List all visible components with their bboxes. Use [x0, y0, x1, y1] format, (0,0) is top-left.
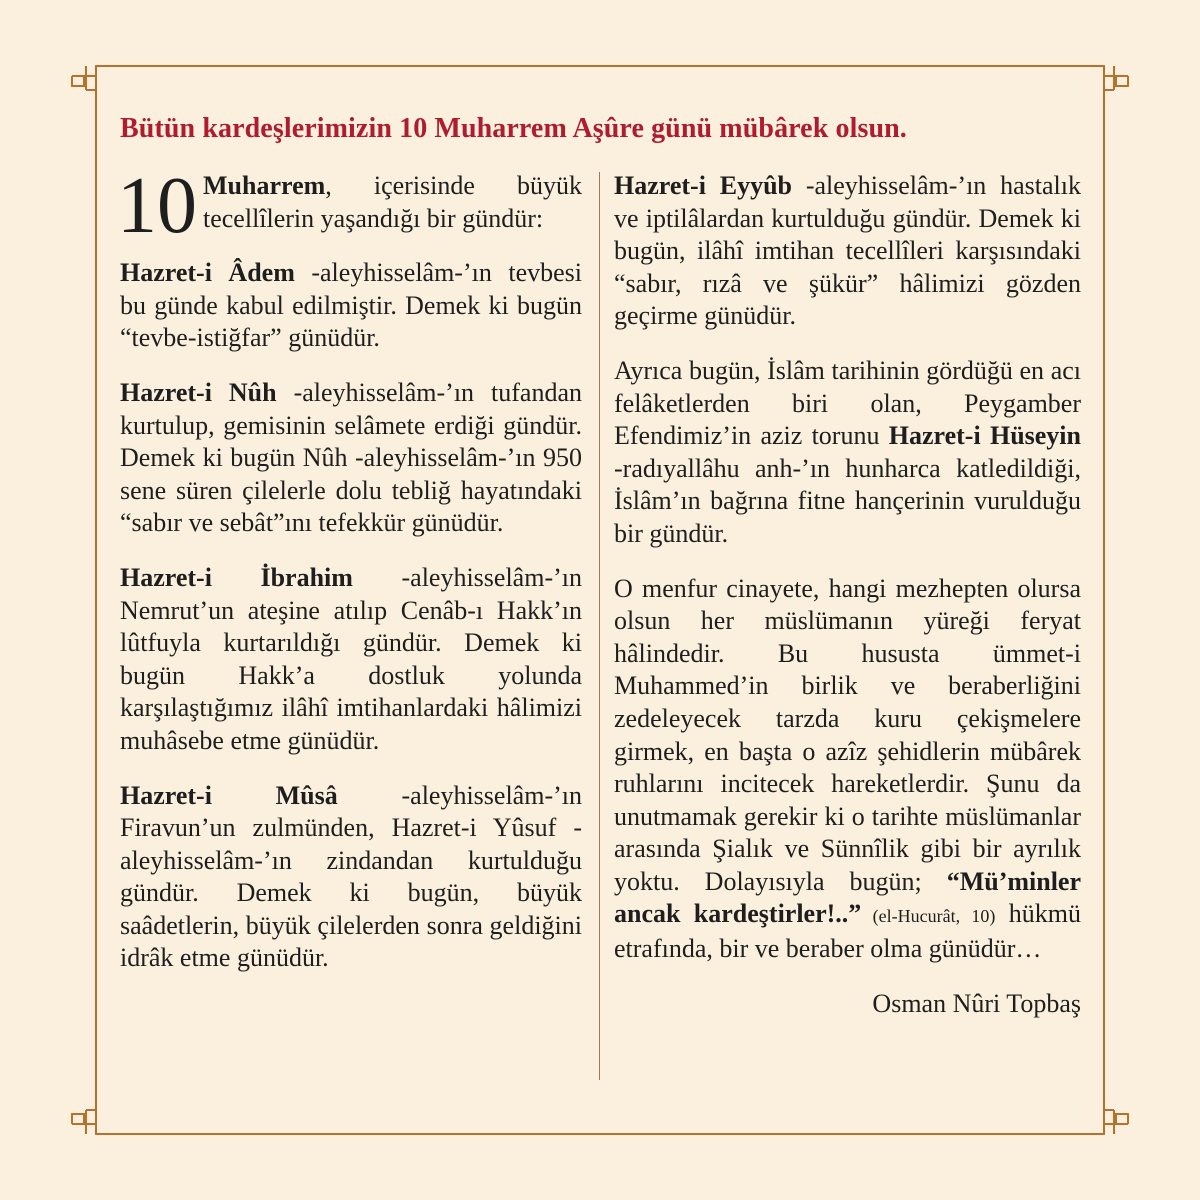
name-adem: Hazret-i Âdem — [120, 258, 295, 288]
text-ibrahim: -aleyhisselâm-’ın Nemrut’un ateşine atılıp Cenâb-ı Hakk’ın lûtfuyla kurtarıldığı gündür. Demek ki bugün Hakk’a dostluk yolunda karşılaştığımız ilâhî imtihanlardaki hâlimizi muhâsebe etme günüdür. — [120, 562, 582, 755]
name-musa: Hazret-i Mûsâ — [120, 780, 338, 810]
paragraph-eyyub — [614, 170, 1081, 333]
column-divider — [599, 172, 600, 1080]
paragraph-nuh — [120, 377, 582, 540]
page-title: Bütün kardeşlerimizin 10 Muharrem Aşûre günü mübârek olsun. — [120, 113, 907, 144]
name-husein: Hazret-i Hüseyin — [888, 421, 1081, 451]
text-final-before: O menfur cinayete, hangi mezhepten olursa olsun her müslümanın yüreği feryat hâlindedir. Bu hususta ümmet-i Muhammed’in birlik ve beraberliğini zedeleyecek tarzda kuru çekişmelere girmek, en başta o azîz şehidlerin mübârek ruhlarını incitecek hareketlerdir. Şunu da unutmamak gerekir ki o tarihte müslümanlar arasında Şialık ve Sünnîlik gibi bir ayrılık yoktu. Dolayısıyla bugün; — [614, 573, 1081, 896]
author-signature: Osman Nûri Topbaş — [872, 988, 1081, 1018]
intro-text: , içerisinde büyük tecellîlerin yaşandığı bir gündür: — [203, 171, 582, 233]
paragraph-ibrahim — [120, 562, 582, 758]
drop-cap: 10 — [117, 162, 197, 250]
text-nuh: -aleyhisselâm-’ın tufandan kurtulup, gemisinin selâmete erdiği gündür. Demek ki bugün Nûh -aleyhisselâm-’ın 950 sene süren çilelerle dolu tebliğ hayatındaki “sabır ve sebât”ını tefekkür günüdür. — [120, 377, 582, 538]
text-final-after: hükmü etrafında, bir ve beraber olma günüdür… — [614, 899, 1081, 964]
intro-paragraph — [117, 162, 582, 250]
text-eyyub: -aleyhisselâm-’ın hastalık ve iptilâlardan kurtulduğu gündür. Demek ki bugün, ilâhî imtihan tecellîleri karşısındaki “sabır, rızâ ve şükür” hâlimizi gözden geçirme günüdür. — [614, 171, 1081, 331]
text-husein-before: Ayrıca bugün, İslâm tarihinin gördüğü en acı felâketlerden biri olan, Peygamber Efendimiz’in aziz torunu — [614, 355, 1081, 451]
text-adem: -aleyhisselâm-’ın tevbesi bu günde kabul edilmiştir. Demek ki bugün “tevbe-istiğfar” günüdür. — [120, 258, 582, 353]
right-column — [614, 170, 1081, 1042]
paragraph-final — [614, 573, 1081, 966]
name-nuh: Hazret-i Nûh — [120, 377, 277, 407]
text-musa: -aleyhisselâm-’ın Firavun’un zulmünden, Hazret-i Yûsuf -aleyhisselâm-’ın zindandan kurtulduğu gündür. Demek ki bugün, büyük saâdetlerin, büyük çilelerden sonra geldiğini idrâk etme günüdür. — [120, 780, 582, 973]
left-column — [117, 162, 582, 997]
name-ibrahim: Hazret-i İbrahim — [120, 562, 353, 592]
quote-source: (el-Hucurât, 10) — [861, 906, 996, 927]
quote-muminler: “Mü’minler ancak kardeştirler!..” — [614, 866, 1081, 929]
intro-name: Muharrem — [203, 171, 326, 200]
text-husein-after: -radıyallâhu anh-’ın hunharca katledildiği, İslâm’ın bağrına fitne hançerinin vurulduğu bir gündür. — [614, 453, 1081, 548]
paragraph-musa — [120, 780, 582, 976]
name-eyyub: Hazret-i Eyyûb — [614, 171, 792, 200]
paragraph-husein — [614, 355, 1081, 551]
paragraph-adem — [120, 257, 582, 355]
